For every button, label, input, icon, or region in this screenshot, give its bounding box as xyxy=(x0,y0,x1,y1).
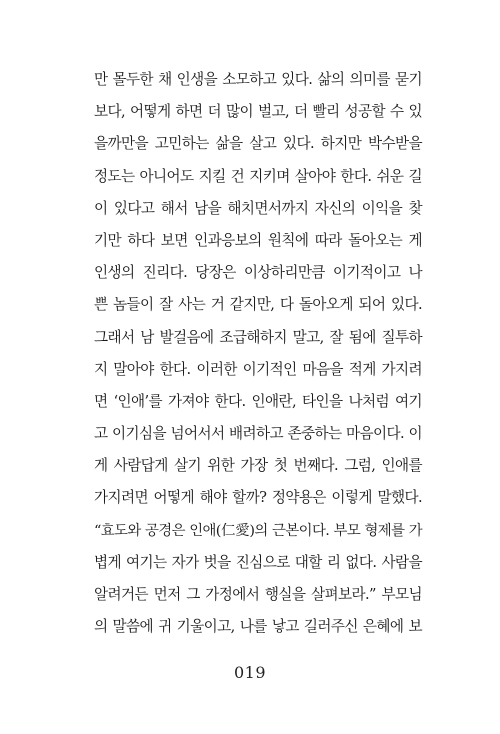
body-text xyxy=(94,64,422,643)
text-line-7: 인생의 진리다. 당장은 이상하리만큼 이기적이고 나 xyxy=(94,264,422,282)
text-line-5: 이 있다고 해서 남을 해치면서까지 자신의 이익을 찾 xyxy=(94,199,422,217)
text-line-2: 보다, 어떻게 하면 더 많이 벌고, 더 빨리 성공할 수 있 xyxy=(94,103,422,121)
text-line-6: 기만 하다 보면 인과응보의 원칙에 따라 돌아오는 게 xyxy=(94,231,422,249)
text-line-4: 정도는 아니어도 지킬 건 지키며 살아야 한다. 쉬운 길 xyxy=(94,167,422,185)
text-line-15: “효도와 공경은 인애(仁愛)의 근본이다. 부모 형제를 가 xyxy=(94,522,422,539)
page-number: 019 xyxy=(233,663,267,682)
text-line-11: 면 ‘인애’를 가져야 한다. 인애란, 타인을 나처럼 여기 xyxy=(94,392,422,410)
text-line-16: 볍게 여기는 자가 벗을 진심으로 대할 리 없다. 사람을 xyxy=(94,553,422,571)
text-line-8: 쁜 놈들이 잘 사는 거 같지만, 다 돌아오게 되어 있다. xyxy=(94,296,422,314)
text-line-9: 그래서 남 발걸음에 조급해하지 말고, 잘 됨에 질투하 xyxy=(94,328,422,346)
text-line-1: 만 몰두한 채 인생을 소모하고 있다. 삶의 의미를 묻기 xyxy=(94,71,422,88)
text-line-18: 의 말씀에 귀 기울이고, 나를 낳고 길러주신 은혜에 보 xyxy=(94,618,422,636)
text-line-13: 게 사람답게 살기 위한 가장 첫 번째다. 그럼, 인애를 xyxy=(94,457,422,475)
text-line-14: 가지려면 어떻게 해야 할까? 정약용은 이렇게 말했다. xyxy=(94,489,422,507)
text-line-17: 알려거든 먼저 그 가정에서 행실을 살펴보라.” 부모님 xyxy=(94,586,422,603)
text-line-12: 고 이기심을 넘어서서 배려하고 존중하는 마음이다. 이 xyxy=(94,425,422,443)
text-line-10: 지 말아야 한다. 이러한 이기적인 마음을 적게 가지려 xyxy=(94,360,422,378)
text-line-3: 을까만을 고민하는 삶을 살고 있다. 하지만 박수받을 xyxy=(94,135,422,153)
